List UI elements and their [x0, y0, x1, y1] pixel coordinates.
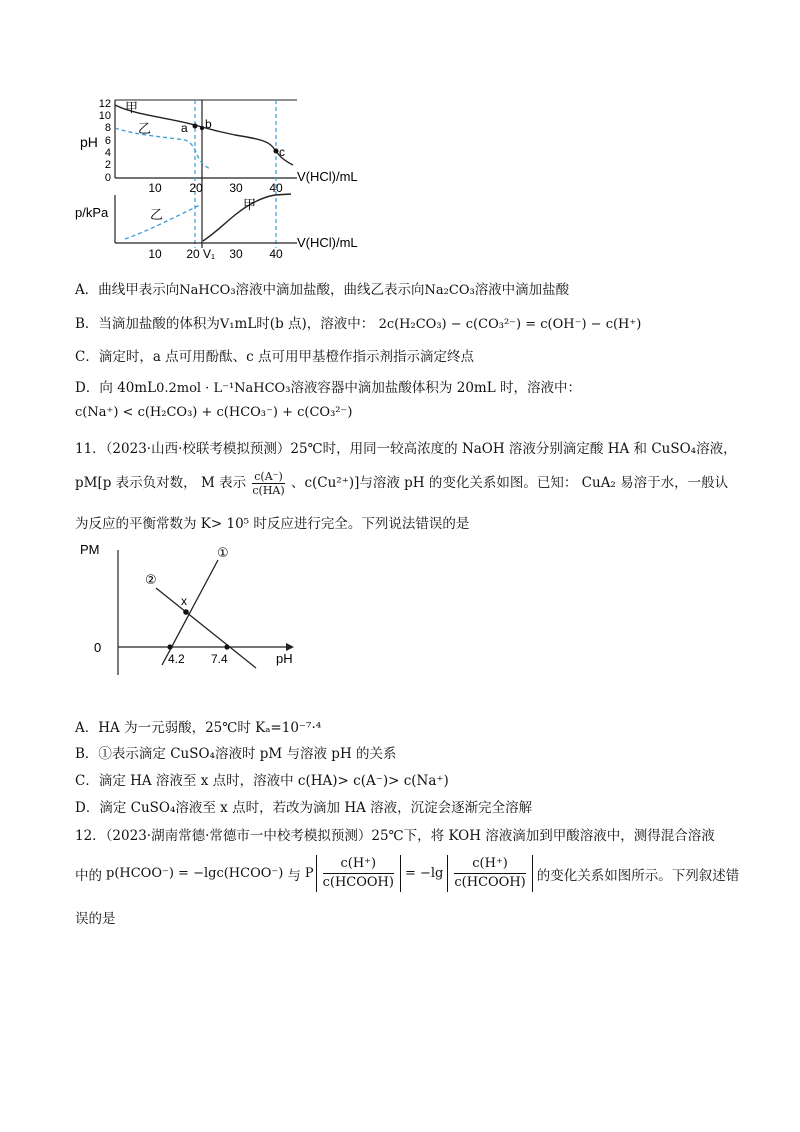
ph-x-tick: 40 [269, 181, 283, 195]
fraction: $\frac{c(A^-)}{c(HA)}$ [252, 470, 285, 497]
pm-axis-label: PM [80, 542, 100, 557]
ph-axis-label: pH [80, 134, 98, 150]
ph-x-label: V(HCl)/mL [297, 169, 358, 184]
tick-7-4: 7.4 [211, 652, 228, 666]
ph-panel [80, 98, 358, 248]
line-2-label: ② [145, 572, 157, 587]
q10-option-a: A．曲线甲表示向NaHCO₃溶液中滴加盐酸，曲线乙表示向Na₂CO₃溶液中滴加盐酸 [75, 282, 570, 298]
curve-yi [115, 128, 210, 169]
origin-label: 0 [94, 640, 102, 655]
q10-option-c: C．滴定时，a 点可用酚酞、c 点可用甲基橙作指示剂指示滴定终点 [75, 349, 475, 365]
pressure-x-tick: 30 [229, 247, 243, 261]
ph-x-tick: 30 [229, 181, 243, 195]
pressure-x-label: V(HCl)/mL [297, 235, 358, 250]
ph-tick: 0 [104, 172, 111, 184]
label-jia-top: 甲 [125, 100, 139, 115]
q10-option-d: D．向 40mL0.2mol · L⁻¹NaHCO₃溶液容器中滴加盐酸体积为 20mL 时，溶液中： [75, 380, 581, 396]
q12-stem-line2: 中的 p(HCOO⁻) = −lgc(HCOO⁻) 与 P c(H⁺) c(HCOOH) = −lg c(H⁺) c(HCOOH) 的变化关系如图所示。下列叙述错 [75, 856, 740, 890]
titration-figure [75, 95, 375, 260]
q11-stem-line2: pM[p 表示负对数， M 表示 $\frac{c(A^-)}{c(HA)}$ 、c(Cu²⁺)]与溶液 pH 的变化关系如图。已知： CuA₂ 易溶于水，一般认 [75, 470, 729, 497]
q11-option-a: A．HA 为一元弱酸，25℃时 Kₐ=10⁻⁷·⁴ [75, 720, 322, 736]
pressure-v1-label: V₁ [203, 247, 216, 261]
line-1-label: ① [217, 545, 229, 560]
ph-axis-label: pH [276, 651, 293, 666]
point-x [183, 609, 189, 615]
point-c-label: c [279, 145, 285, 159]
q11-option-d: D．滴定 CuSO₄溶液至 x 点时，若改为滴加 HA 溶液，沉淀会逐渐完全溶解 [75, 800, 533, 816]
point-4-2 [167, 644, 172, 649]
ph-tick: 12 [98, 98, 111, 110]
ph-x-tick: 20 [189, 181, 203, 195]
pm-ph-figure [80, 540, 310, 675]
tick-4-2: 4.2 [168, 652, 185, 666]
point-c [274, 149, 279, 154]
q12-stem-line3: 误的是 [75, 911, 116, 927]
q11-option-b: B．①表示滴定 CuSO₄溶液时 pM 与溶液 pH 的关系 [75, 746, 397, 762]
q11-stem-line3: 为反应的平衡常数为 K> 10⁵ 时反应进行完全。下列说法错误的是 [75, 516, 470, 532]
point-a [193, 124, 198, 129]
q11-stem-line1: 11．（2023·山西·校联考模拟预测）25℃时，用同一较高浓度的 NaOH 溶液分别滴定酸 HA 和 CuSO₄溶液， [75, 441, 737, 457]
bracket-fraction-1: c(H⁺) c(HCOOH) [316, 855, 401, 892]
ph-x-tick: 10 [148, 181, 162, 195]
label-yi-bottom: 乙 [150, 207, 164, 222]
q11-option-c: C．滴定 HA 溶液至 x 点时，溶液中 c(HA)> c(A⁻)> c(Na⁺) [75, 773, 449, 789]
pressure-axis-label: p/kPa [75, 205, 109, 220]
ph-tick: 2 [104, 159, 111, 171]
q10-option-b: B．当滴加盐酸的体积为V₁mL时(b 点)，溶液中： 2c(H₂CO₃) − c(CO₃²⁻) = c(OH⁻) − c(H⁺) [75, 316, 642, 332]
ph-tick: 10 [98, 110, 111, 122]
ph-tick: 8 [104, 122, 111, 134]
bracket-fraction-2: c(H⁺) c(HCOOH) [447, 855, 532, 892]
q10-option-d-expr: c(Na⁺) < c(H₂CO₃) + c(HCO₃⁻) + c(CO₃²⁻) [75, 405, 353, 420]
pressure-x-tick: 20 [186, 247, 200, 261]
point-b [200, 126, 204, 130]
label-yi-top: 乙 [138, 121, 152, 136]
label-jia-bottom: 甲 [243, 197, 257, 212]
pressure-x-tick: 10 [148, 247, 162, 261]
pressure-x-tick: 40 [269, 247, 283, 261]
ph-tick: 4 [104, 147, 111, 159]
point-7-4 [224, 644, 229, 649]
point-b-label: b [205, 117, 212, 131]
point-x-label: x [181, 594, 187, 608]
pressure-panel [75, 194, 358, 261]
ph-tick: 6 [104, 135, 111, 147]
q12-stem-line1: 12．（2023·湖南常德·常德市一中校考模拟预测）25℃下，将 KOH 溶液滴加到甲酸溶液中，测得混合溶液 [75, 828, 715, 844]
point-a-label: a [181, 121, 188, 135]
